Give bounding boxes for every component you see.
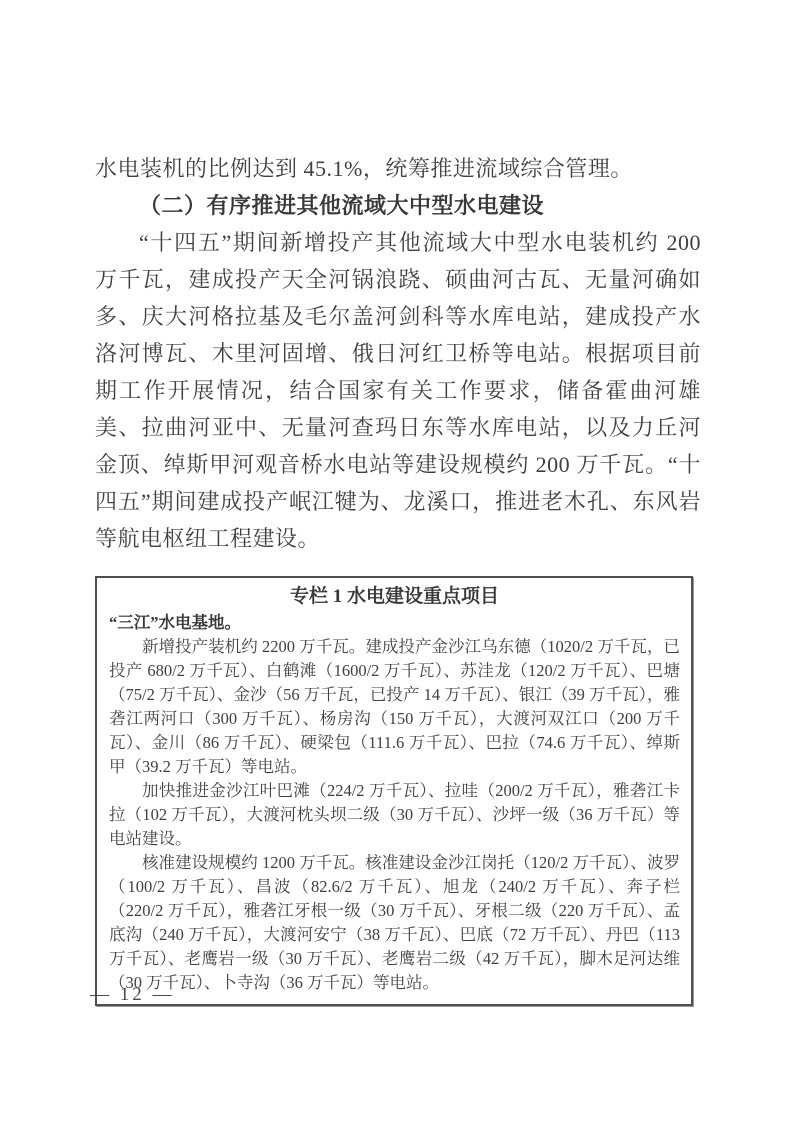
section-paragraph: “十四五”期间新增投产其他流域大中型水电装机约 200 万千瓦，建成投产天全河锅浪跷、硕曲河古瓦、无量河确如多、庆大河格拉基及毛尔盖河剑科等水库电站，建成投产水洛河博瓦、木里河固增、俄日河红卫桥等电站。根据项目前期工作开展情况，结合国家有关工作要求，储备霍曲河雄美、拉曲河亚中、无量河查玛日东等水库电站，以及力丘河金顶、绰斯甲河观音桥水电站等建设规模约 200 万千瓦。“十四五”期间建成投产岷江犍为、龙溪口，推进老木孔、东风岩等航电枢纽工程建设。 [95,230,701,551]
column-box-paragraph-approved: 核准建设规模约 1200 万千瓦。核准建设金沙江岗托（120/2 万千瓦）、波罗（100/2 万千瓦）、昌波（82.6/2 万千瓦）、旭龙（240/2 万千瓦）、奔子栏（220/2 万千瓦），雅砻江牙根一级（30 万千瓦）、牙根二级（220 万千瓦）、孟底沟（240 万千瓦），大渡河安宁（38 万千瓦）、巴底（72 万千瓦）、丹巴（113 万千瓦）、老鹰岩一级（30 万千瓦）、老鹰岩二级（42 万千瓦），脚木足河达维（30 万千瓦）、卜寺沟（36 万千瓦）等电站。 [109,853,680,992]
column-box-paragraph-commissioned: 新增投产装机约 2200 万千瓦。建成投产金沙江乌东德（1020/2 万千瓦，已投产 680/2 万千瓦）、白鹤滩（1600/2 万千瓦）、苏洼龙（120/2 万千瓦）、巴塘（75/2 万千瓦）、金沙（56 万千瓦，已投产 14 万千瓦）、银江（39 万千瓦），雅砻江两河口（300 万千瓦）、杨房沟（150 万千瓦），大渡河双江口（200 万千瓦）、金川（86 万千瓦）、硬梁包（111.6 万千瓦）、巴拉（74.6 万千瓦）、绰斯甲（39.2 万千瓦）等电站。 [109,637,680,776]
column-box-paragraph-accelerated: 加快推进金沙江叶巴滩（224/2 万千瓦）、拉哇（200/2 万千瓦），雅砻江卡拉（102 万千瓦），大渡河枕头坝二级（30 万千瓦）、沙坪一级（36 万千瓦）等电站建设。 [109,781,680,848]
page-content [95,150,701,1006]
section-heading: （二）有序推进其他流域大中型水电建设 [139,193,545,218]
page-number: — 12 — [90,984,175,1005]
column-box-base-heading: “三江”水电基地。 [109,613,241,632]
column-box-title: 专栏 1 水电建设重点项目 [289,586,499,607]
column-box [95,576,693,1006]
carryover-paragraph: 水电装机的比例达到 45.1%，统筹推进流域综合管理。 [95,156,633,181]
